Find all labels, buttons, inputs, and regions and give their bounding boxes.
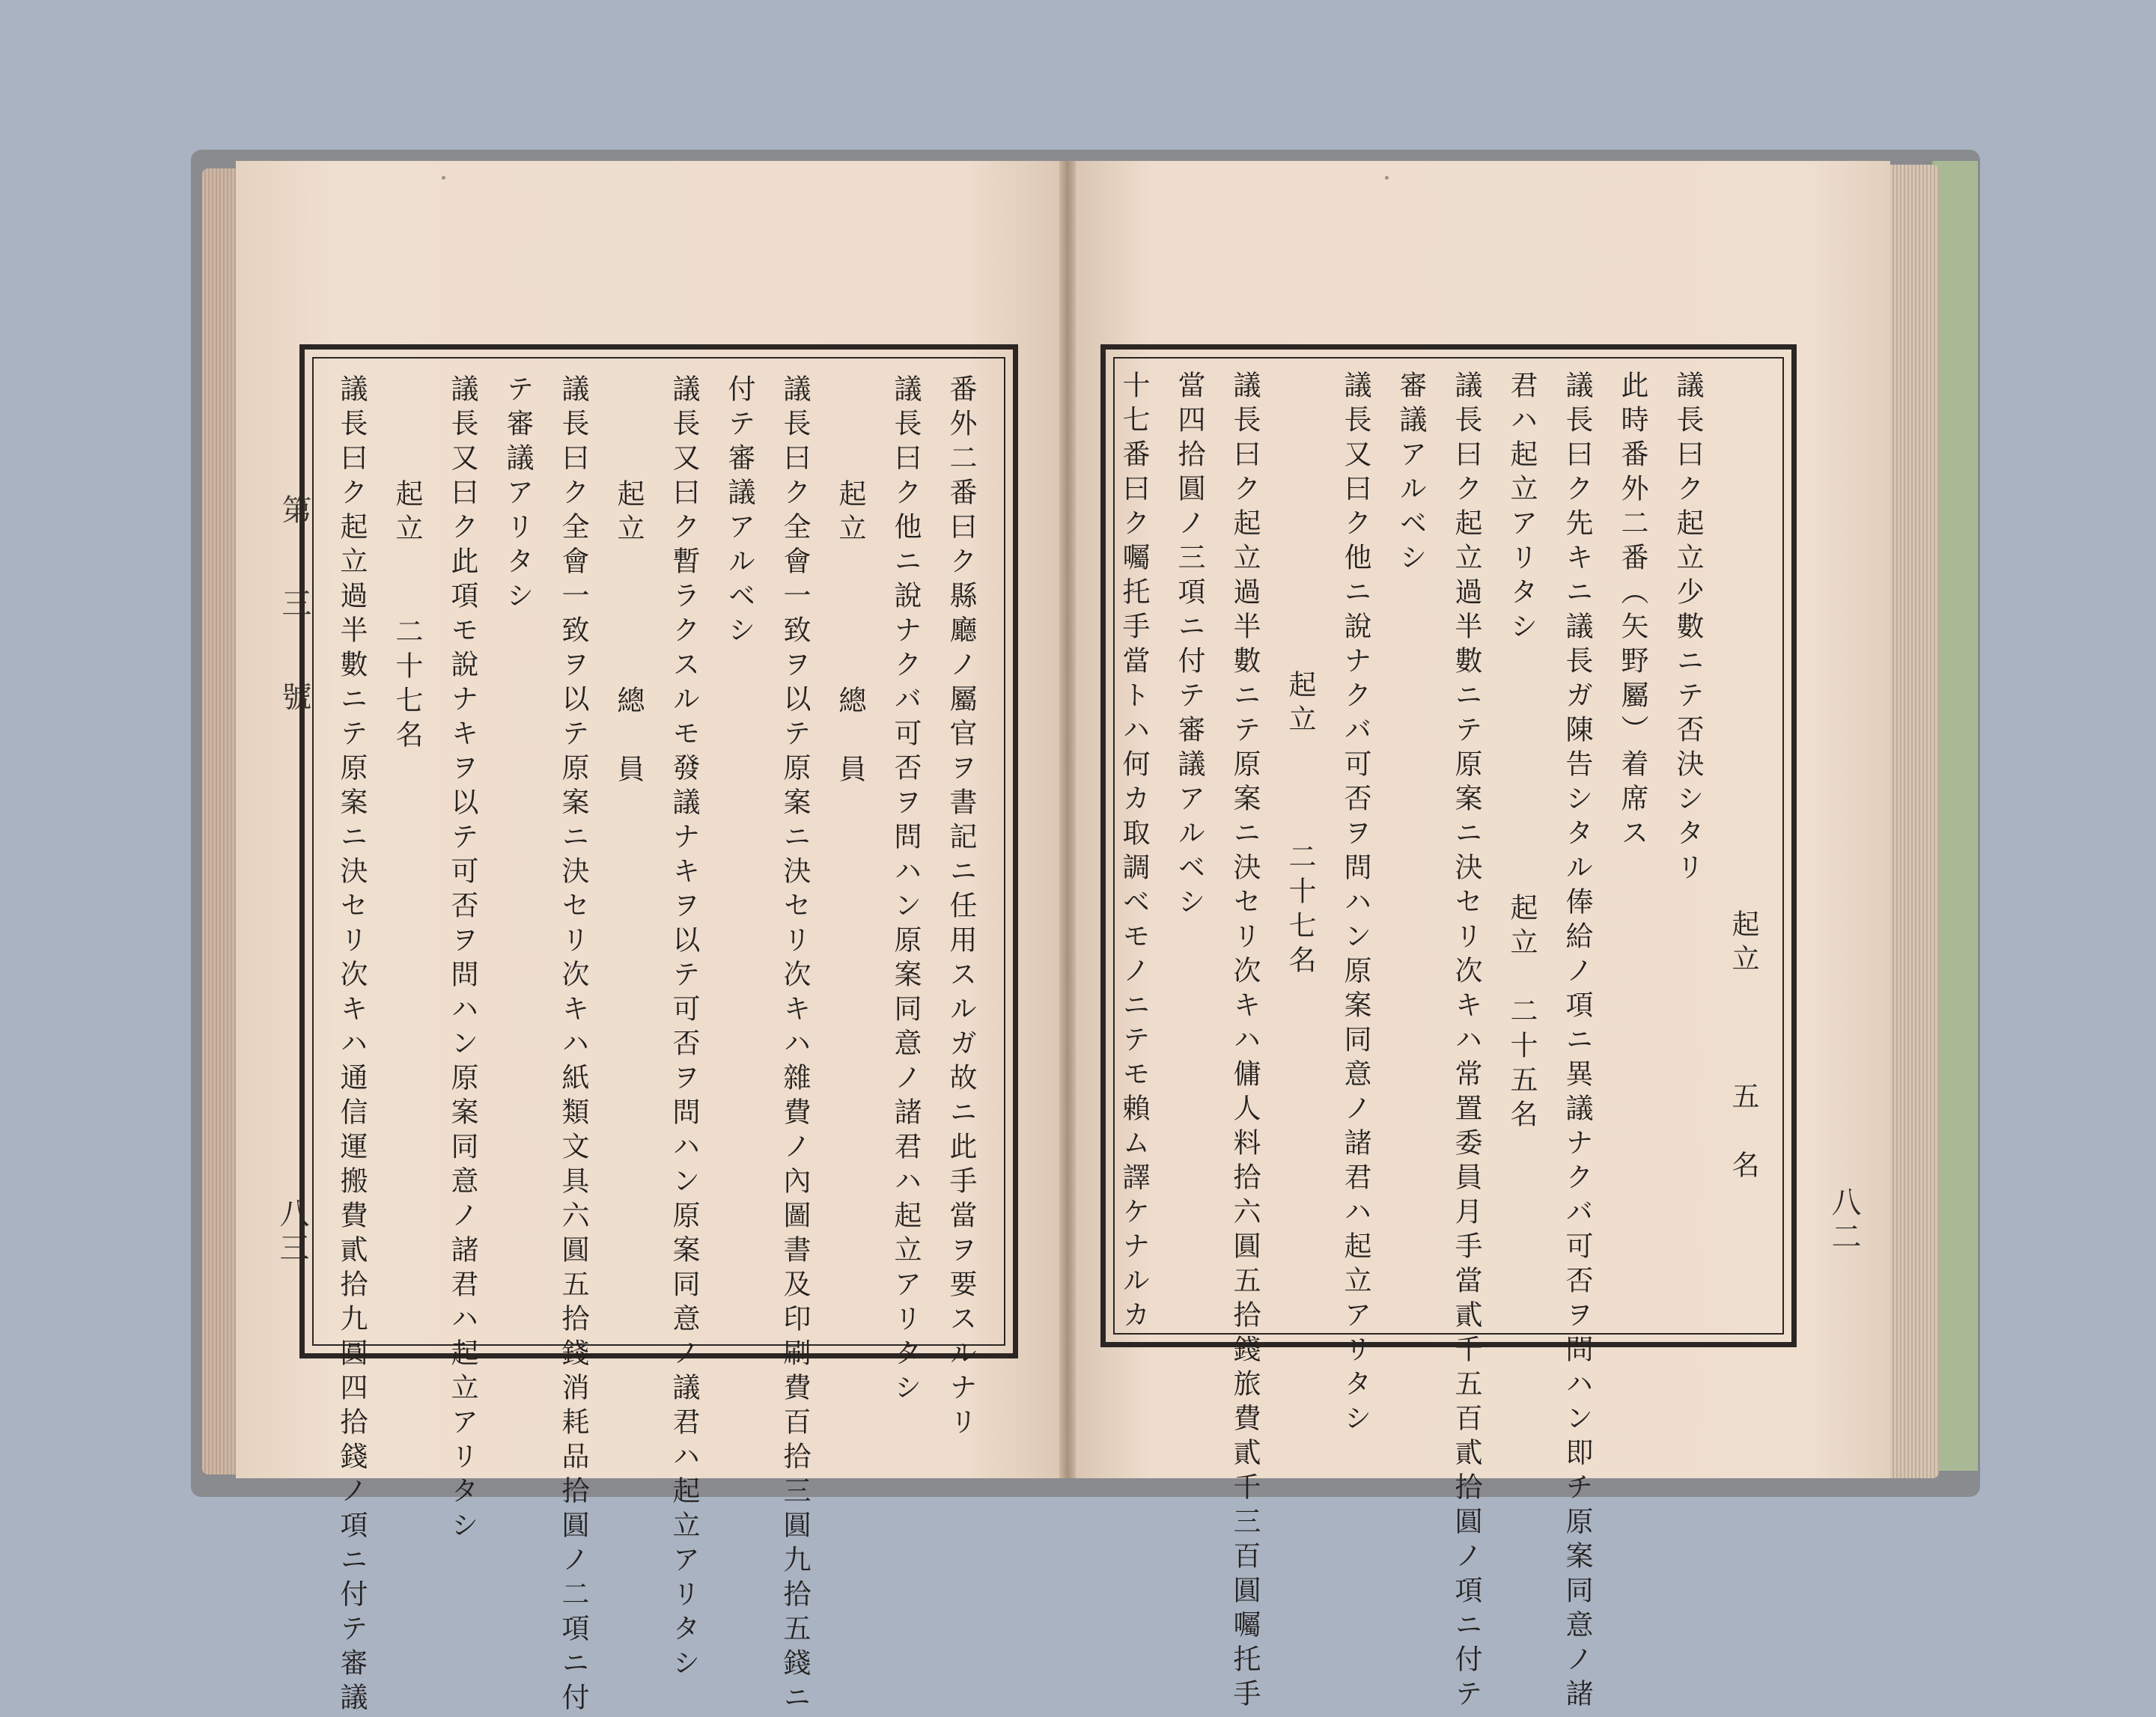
text-column: 議長曰ク起立過半數ニテ原案ニ決セリ次キハ常置委員月手當貳千五百貳拾圓ノ項ニ付テ — [1450, 370, 1482, 1713]
book-gutter — [1059, 161, 1076, 1478]
text-column: テ審議アリタシ — [502, 374, 534, 615]
text-column: 議長曰ク全會一致ヲ以テ原案ニ決セリ次キハ紙類文具六圓五拾錢消耗品拾圓ノ二項ニ付 — [557, 374, 589, 1717]
vote-result: 總 員 — [612, 686, 645, 789]
text-column: 番外二番曰ク縣廳ノ屬官ヲ書記ニ任用スルガ故ニ此手當ヲ要スルナリ — [945, 374, 977, 1442]
text-column: 當四拾圓ノ三項ニ付テ審議アルベシ — [1173, 370, 1205, 921]
issue-label: 第 三 號 — [277, 494, 311, 738]
vote-tally-row — [1272, 370, 1327, 1325]
vote-tally-row — [600, 374, 656, 1332]
text-column: 議長曰ク起立過半數ニテ原案ニ決セリ次キハ通信運搬費貳拾九圓四拾錢ノ項ニ付テ審議 — [335, 374, 368, 1717]
vote-tally-row — [379, 374, 434, 1332]
text-column: 議長曰ク他ニ說ナクバ可否ヲ問ハン原案同意ノ諸君ハ起立アリタシ — [889, 374, 922, 1407]
text-column: 議長又曰ク此項モ說ナキヲ以テ可否ヲ問ハン原案同意ノ諸君ハ起立アリタシ — [446, 374, 478, 1545]
left-page-text — [329, 374, 988, 1717]
text-column: 議長曰ク起立過半數ニテ原案ニ決セリ次キハ傭人料拾六圓五拾錢旅費貳千三百圓囑托手 — [1228, 370, 1261, 1713]
vote-tally-row — [1715, 370, 1770, 1325]
right-page-text — [1118, 370, 1770, 1713]
vote-label: 起立 — [1505, 893, 1538, 962]
vote-tally-row — [822, 374, 877, 1332]
text-column: 議長又曰ク暫ラクスルモ發議ナキヲ以テ可否ヲ問ハン原案同意ノ議君ハ起立アリタシ — [668, 374, 700, 1683]
left-page-number: 八三 — [275, 1198, 309, 1266]
text-column: 議長又曰ク他ニ說ナクバ可否ヲ問ハン原案同意ノ諸君ハ起立アリタシ — [1339, 370, 1371, 1438]
speck — [1385, 176, 1389, 180]
text-column: 議長曰ク全會一致ヲ以テ原案ニ決セリ次キハ雜費ノ內圖書及印刷費百拾三圓九拾五錢ニ — [779, 374, 811, 1717]
text-run: 君ハ起立アリタシ — [1505, 370, 1538, 646]
speck — [442, 176, 445, 180]
text-column: 議長曰ク起立少數ニテ否決シタリ — [1672, 370, 1704, 887]
text-column: 付テ審議アルベシ — [723, 374, 755, 650]
vote-label: 起立 — [1727, 909, 1759, 978]
vote-result: 總 員 — [834, 686, 866, 789]
vote-label: 起立 — [612, 479, 645, 548]
text-column — [1493, 370, 1549, 1325]
vote-result: 二十七名 — [391, 617, 423, 754]
vote-label: 起立 — [1284, 670, 1316, 739]
text-column: 審議アルベシ — [1395, 370, 1427, 577]
vote-label: 起立 — [391, 479, 423, 548]
right-page-number: 八二 — [1827, 1186, 1861, 1255]
vote-result: 二十五名 — [1505, 996, 1538, 1134]
vote-result: 二十七名 — [1284, 842, 1316, 980]
text-column: 議長曰ク先キニ議長ガ陳告シタル俸給ノ項ニ異議ナクバ可否ヲ問ハン即チ原案同意ノ諸 — [1561, 370, 1593, 1713]
text-column: 此時番外二番（矢野屬）着席ス — [1616, 370, 1648, 853]
text-column: 十七番曰ク囑托手當トハ何カ取調ベモノニテモ賴ム譯ケナルカ — [1118, 370, 1150, 1335]
vote-label: 起立 — [834, 479, 866, 548]
vote-result: 五 名 — [1727, 1082, 1759, 1185]
